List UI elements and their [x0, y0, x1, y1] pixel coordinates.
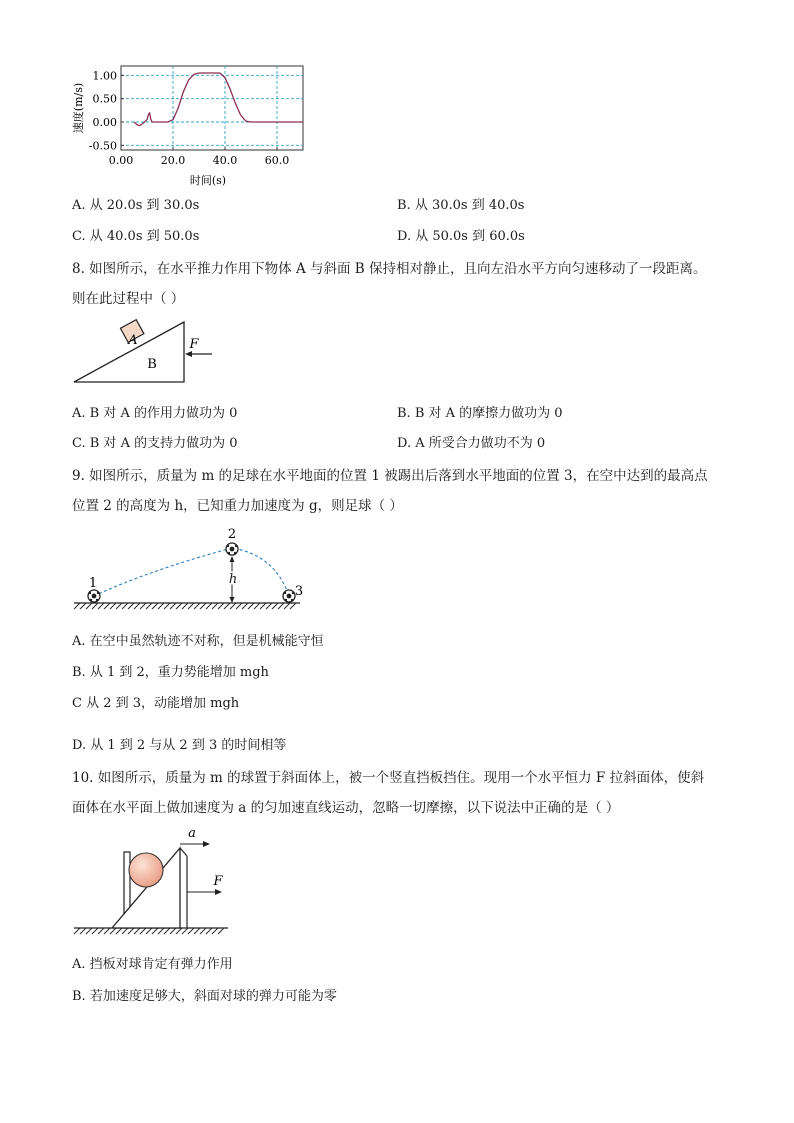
ball-1 [88, 590, 100, 602]
ground-hatch [248, 603, 254, 609]
ground-hatch [200, 928, 206, 934]
q9-stem-line2: 位置 2 的高度为 h，已知重力加速度为 g，则足球（ ） [72, 498, 403, 514]
ground-hatch [290, 603, 296, 609]
ground-hatch [146, 603, 152, 609]
ground-hatch [182, 603, 188, 609]
ground-hatch [122, 928, 128, 934]
force-arrowhead [215, 889, 222, 895]
chart-xtick-label: 60.0 [264, 154, 290, 167]
ground-hatch [80, 603, 86, 609]
ground-hatch [212, 603, 218, 609]
q8-option-c[interactable]: C. B 对 A 的支持力做功为 0 [72, 436, 238, 451]
ground-hatch [122, 603, 128, 609]
q7-option-b[interactable]: B. 从 30.0s 到 40.0s [397, 198, 525, 213]
ground-hatch [86, 603, 92, 609]
velocity-time-chart [60, 58, 320, 188]
q9-option-c[interactable]: C 从 2 到 3，动能增加 mgh [72, 696, 240, 711]
ground-hatch [266, 603, 272, 609]
ground-hatch [194, 928, 200, 934]
ground-hatch [176, 603, 182, 609]
q7-option-a[interactable]: A. 从 20.0s 到 30.0s [72, 198, 200, 213]
chart-ytick-label: 0.50 [92, 92, 117, 106]
q8-option-b[interactable]: B. B 对 A 的摩擦力做功为 0 [397, 406, 563, 421]
ground-hatch [134, 928, 140, 934]
chart-xtick-label: 0.00 [108, 154, 134, 167]
ground-hatch [200, 603, 206, 609]
q9-trajectory-figure [70, 525, 310, 615]
ground-hatch [92, 603, 98, 609]
q10-option-b[interactable]: B. 若加速度足够大，斜面对球的弹力可能为零 [72, 989, 337, 1004]
q9-option-d[interactable]: D. 从 1 到 2 与从 2 到 3 的时间相等 [72, 738, 287, 753]
ground-hatch [218, 928, 224, 934]
chart-ylabel: 速度(m/s) [72, 82, 85, 134]
q7-option-c[interactable]: C. 从 40.0s 到 50.0s [72, 229, 200, 244]
label-height: h [228, 572, 238, 587]
acceleration-arrowhead [203, 841, 210, 847]
ground-hatch [152, 603, 158, 609]
ground-hatch [164, 928, 170, 934]
ground-hatch [182, 928, 188, 934]
ground-hatch [74, 928, 80, 934]
ground-hatch [116, 928, 122, 934]
label-a: A [128, 333, 138, 348]
q9-stem-line1: 9. 如图所示，质量为 m 的足球在水平地面的位置 1 被踢出后落到水平地面的位置 3，在空中达到的最高点 [72, 468, 708, 484]
ground-hatch [104, 928, 110, 934]
chart-xlabel: 时间(s) [189, 174, 227, 187]
chart-xtick-label: 20.0 [160, 154, 186, 167]
ground-hatch [98, 603, 104, 609]
ground-hatch [140, 603, 146, 609]
q8-stem-line2: 则在此过程中（ ） [72, 291, 185, 307]
ground-hatch [152, 928, 158, 934]
ground-hatch [212, 928, 218, 934]
ground-hatch [86, 928, 92, 934]
ground-hatch [242, 603, 248, 609]
ground-hatch [116, 603, 122, 609]
ground-hatch [164, 603, 170, 609]
ground-hatch [74, 603, 80, 609]
q10-option-a[interactable]: A. 挡板对球肯定有弹力作用 [72, 957, 233, 972]
ground-hatch [218, 603, 224, 609]
label-acceleration: a [188, 826, 196, 841]
ground-hatch [158, 928, 164, 934]
ground-hatch [278, 603, 284, 609]
label-position-1: 1 [88, 576, 98, 591]
ground-hatch [98, 928, 104, 934]
ground-hatch [254, 603, 260, 609]
ground-hatch [146, 928, 152, 934]
q9-option-b[interactable]: B. 从 1 到 2，重力势能增加 mgh [72, 665, 269, 680]
ground-hatch [176, 928, 182, 934]
ground-hatch [158, 603, 164, 609]
trajectory-path [94, 548, 289, 596]
chart-ytick-label: 1.00 [92, 69, 117, 83]
chart-ytick-label: -0.50 [88, 139, 117, 153]
ground-hatch [284, 603, 290, 609]
label-f: F [189, 337, 199, 352]
q10-ball-wedge-figure [70, 826, 240, 936]
height-arrowhead-top [230, 556, 235, 562]
ground-hatch [188, 928, 194, 934]
q8-option-d[interactable]: D. A 所受合力做功不为 0 [397, 436, 546, 451]
ground-hatch [170, 928, 176, 934]
wedge-top-line [180, 848, 187, 856]
label-position-2: 2 [227, 527, 237, 542]
q8-incline-figure [70, 316, 220, 388]
chart-plot-area [121, 66, 303, 150]
q8-option-a[interactable]: A. B 对 A 的作用力做功为 0 [72, 406, 238, 421]
label-position-3: 3 [294, 584, 304, 599]
q9-option-a[interactable]: A. 在空中虽然轨迹不对称，但是机械能守恒 [72, 634, 324, 649]
ground-hatch [110, 603, 116, 609]
ground-hatch [128, 928, 134, 934]
ground-hatch [206, 603, 212, 609]
ground-hatch [134, 603, 140, 609]
ball-3 [283, 590, 295, 602]
ground-hatch [80, 928, 86, 934]
ground-hatch [260, 603, 266, 609]
ground-hatch [110, 928, 116, 934]
ball [129, 853, 163, 887]
height-arrowhead-bottom [230, 597, 235, 603]
ground-hatch [170, 603, 176, 609]
ground-hatch [230, 603, 236, 609]
ground-hatch [104, 603, 110, 609]
ball-2 [226, 543, 238, 555]
ground-hatch [128, 603, 134, 609]
chart-ytick-label: 0.00 [92, 116, 117, 129]
ground-hatch [188, 603, 194, 609]
ground-hatch [206, 928, 212, 934]
q7-option-d[interactable]: D. 从 50.0s 到 60.0s [397, 229, 525, 244]
q10-stem-line2: 面体在水平面上做加速度为 a 的匀加速直线运动，忽略一切摩擦，以下说法中正确的是（ ） [72, 800, 620, 816]
ground-hatch [194, 603, 200, 609]
ground-hatch [140, 928, 146, 934]
ground-hatch [272, 603, 278, 609]
q8-stem-line1: 8. 如图所示，在水平推力作用下物体 A 与斜面 B 保持相对静止，且向左沿水平方向匀速移动了一段距离。 [72, 261, 707, 277]
q10-stem-line1: 10. 如图所示，质量为 m 的球置于斜面体上，被一个竖直挡板挡住。现用一个水平恒力 F 拉斜面体，使斜 [72, 770, 705, 786]
ground-hatch [92, 928, 98, 934]
label-force: F [213, 874, 223, 889]
ground-hatch [236, 603, 242, 609]
chart-xtick-label: 40.0 [212, 154, 238, 167]
label-b: B [147, 357, 157, 372]
ground-hatch [224, 603, 230, 609]
